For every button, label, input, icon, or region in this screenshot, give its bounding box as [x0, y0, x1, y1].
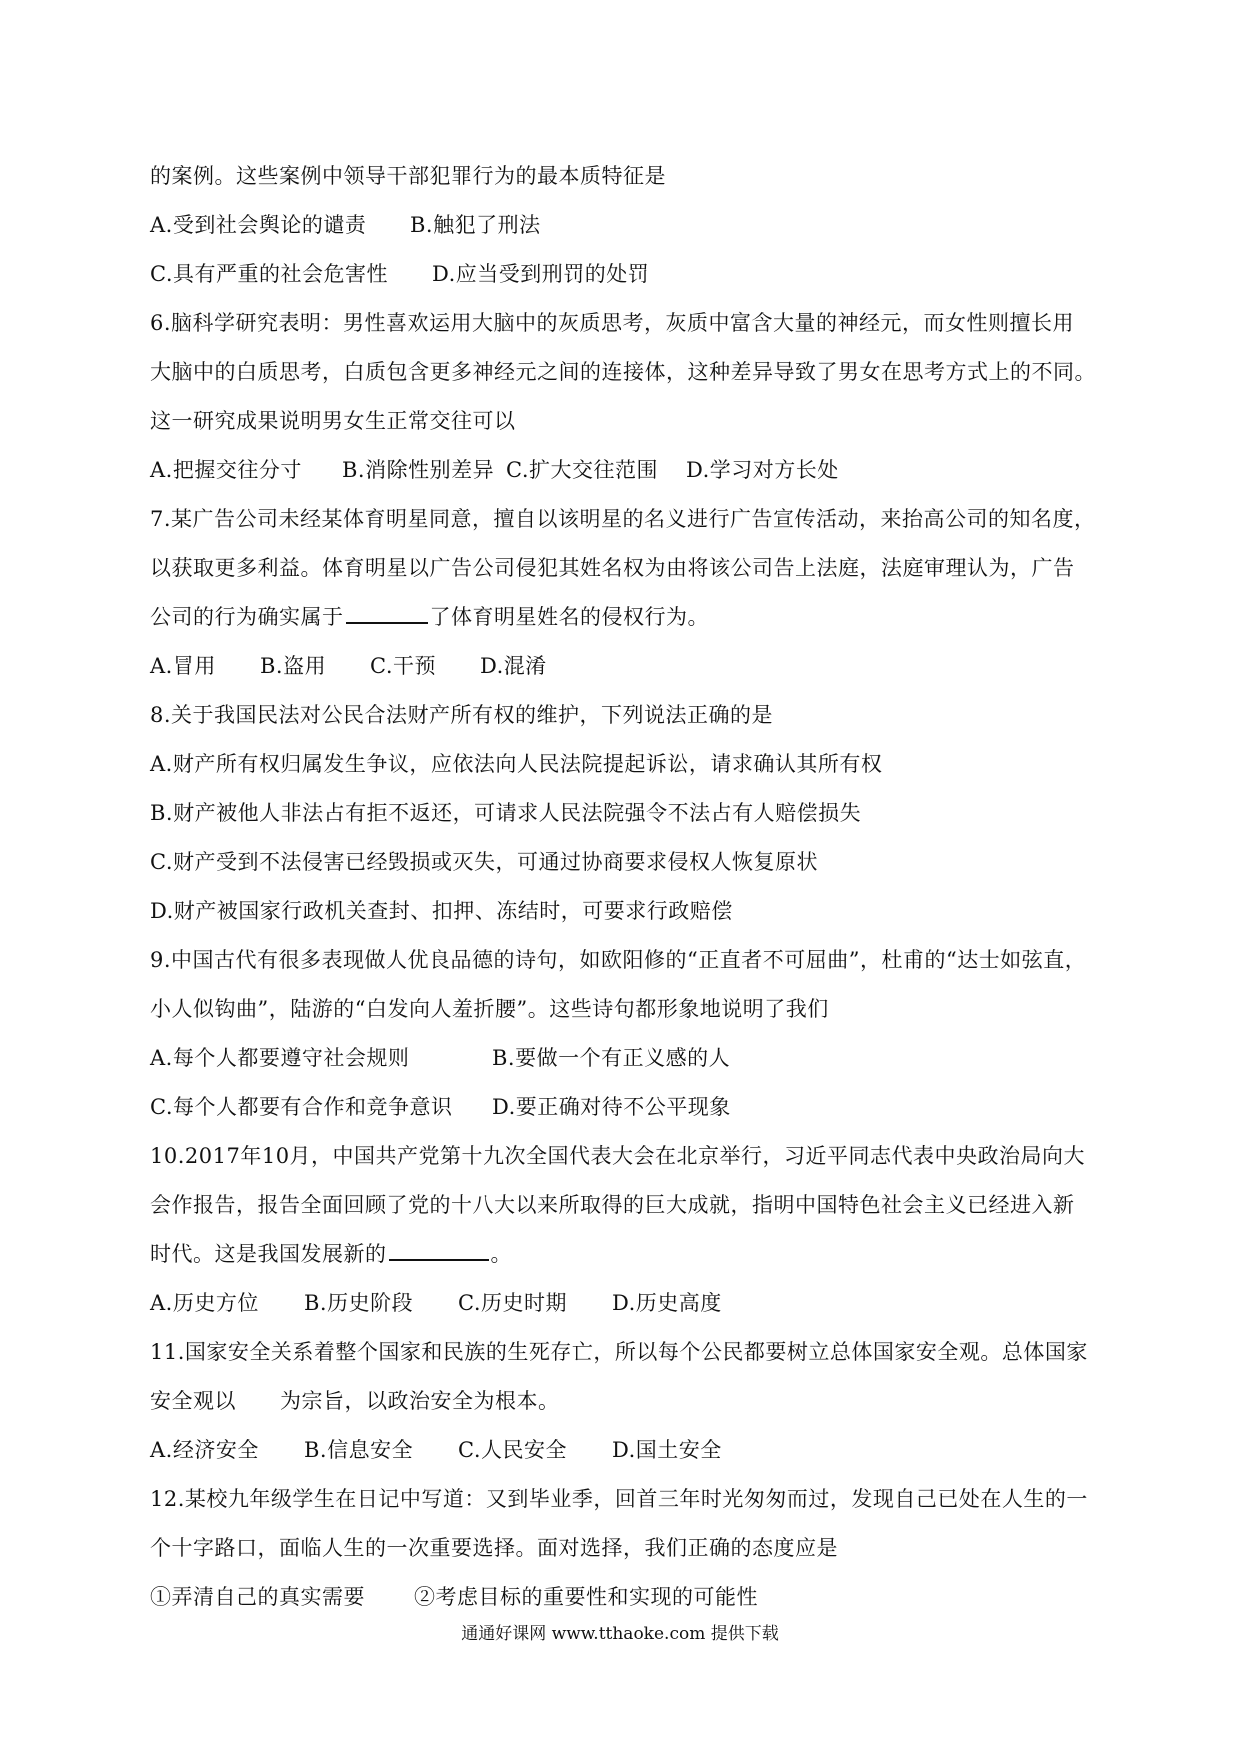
q5-option-a[interactable]: A.受到社会舆论的谴责	[150, 213, 367, 237]
q8-option-b-row	[150, 789, 1110, 838]
q5-stem-text: 的案例。这些案例中领导干部犯罪行为的最本质特征是	[150, 164, 666, 188]
q7-stem-line2-text: 以获取更多利益。体育明星以广告公司侵犯其姓名权为由将该公司告上法庭，法庭审理认为，广告	[150, 556, 1075, 580]
q9-option-c[interactable]: C.每个人都要有合作和竞争意识	[150, 1095, 453, 1119]
q7-option-b[interactable]: B.盗用	[260, 654, 327, 678]
q10-stem-line3	[150, 1230, 1110, 1279]
q7-option-c[interactable]: C.干预	[370, 654, 436, 678]
q6-option-b[interactable]: B.消除性别差异	[342, 458, 495, 482]
q11-stem-line2-pre: 安全观以	[150, 1389, 236, 1413]
q8-option-a[interactable]: A.财产所有权归属发生争议，应依法向人民法院提起诉讼，请求确认其所有权	[150, 752, 883, 776]
page-footer	[0, 1622, 1240, 1646]
q11-option-b[interactable]: B.信息安全	[304, 1438, 414, 1462]
q11-stem-line2	[150, 1377, 1110, 1426]
q10-stem-line1	[150, 1132, 1110, 1181]
q10-stem-line2-text: 会作报告，报告全面回顾了党的十八大以来所取得的巨大成就，指明中国特色社会主义已经进入新	[150, 1193, 1075, 1217]
q11-stem-line2-post: 为宗旨，以政治安全为根本。	[280, 1389, 560, 1413]
q6-option-d[interactable]: D.学习对方长处	[686, 458, 839, 482]
q12-stem-line2	[150, 1524, 1110, 1573]
q7-stem-line3-post: 了体育明星姓名的侵权行为。	[429, 605, 709, 629]
q10-options	[150, 1279, 1110, 1328]
q9-stem-line1	[150, 936, 1110, 985]
q9-options-row1	[150, 1034, 1110, 1083]
q7-answer-blank[interactable]	[346, 622, 428, 624]
q12-stem-line1	[150, 1475, 1110, 1524]
q11-option-c[interactable]: C.人民安全	[458, 1438, 567, 1462]
q7-stem-line1	[150, 495, 1110, 544]
q6-stem-line3	[150, 397, 1110, 446]
q6-stem-line1	[150, 299, 1110, 348]
q6-options	[150, 446, 1110, 495]
footer-text: 通通好课网 www.tthaoke.com 提供下载	[461, 1624, 779, 1644]
q9-option-b[interactable]: B.要做一个有正义感的人	[492, 1046, 731, 1070]
q5-stem	[150, 152, 1110, 201]
q10-option-d[interactable]: D.历史高度	[612, 1291, 722, 1315]
q7-stem-line3	[150, 593, 1110, 642]
q12-stem-line1-text: 12.某校九年级学生在日记中写道：又到毕业季，回首三年时光匆匆而过，发现自己已处在人生的一	[150, 1487, 1088, 1511]
q8-stem	[150, 691, 1110, 740]
q9-stem-line2	[150, 985, 1110, 1034]
exam-page	[150, 152, 1110, 1622]
q12-item-1[interactable]: ①弄清自己的真实需要	[150, 1585, 365, 1609]
q8-option-a-row	[150, 740, 1110, 789]
q9-option-d[interactable]: D.要正确对待不公平现象	[492, 1095, 731, 1119]
q5-option-d[interactable]: D.应当受到刑罚的处罚	[432, 262, 650, 286]
q6-stem-line3-text: 这一研究成果说明男女生正常交往可以	[150, 409, 516, 433]
q7-stem-line1-text: 7.某广告公司未经某体育明星同意，擅自以该明星的名义进行广告宣传活动，来抬高公司的知名度，	[150, 507, 1096, 531]
q10-answer-blank[interactable]	[389, 1259, 489, 1261]
q10-option-b[interactable]: B.历史阶段	[304, 1291, 414, 1315]
q5-options-row2	[150, 250, 1110, 299]
q7-stem-line2	[150, 544, 1110, 593]
q12-item-2[interactable]: ②考虑目标的重要性和实现的可能性	[414, 1585, 758, 1609]
q9-option-a[interactable]: A.每个人都要遵守社会规则	[150, 1046, 410, 1070]
q9-options-row2	[150, 1083, 1110, 1132]
q10-option-a[interactable]: A.历史方位	[150, 1291, 259, 1315]
q6-stem-line1-text: 6.脑科学研究表明：男性喜欢运用大脑中的灰质思考，灰质中富含大量的神经元，而女性则擅长用	[150, 311, 1075, 335]
q12-items	[150, 1573, 1110, 1622]
q5-options-row1	[150, 201, 1110, 250]
q11-option-d[interactable]: D.国土安全	[612, 1438, 722, 1462]
q10-stem-line1-text: 10.2017年10月，中国共产党第十九次全国代表大会在北京举行，习近平同志代表中央政治局向大	[150, 1144, 1086, 1168]
q7-option-d[interactable]: D.混淆	[480, 654, 547, 678]
q6-stem-line2-text: 大脑中的白质思考，白质包含更多神经元之间的连接体，这种差异导致了男女在思考方式上的不同。	[150, 360, 1096, 384]
q11-stem-line1	[150, 1328, 1110, 1377]
q9-stem-line2-text: 小人似钩曲”，陆游的“白发向人羞折腰”。这些诗句都形象地说明了我们	[150, 997, 829, 1021]
q7-stem-line3-pre: 公司的行为确实属于	[150, 605, 344, 629]
q5-option-c[interactable]: C.具有严重的社会危害性	[150, 262, 388, 286]
q11-options	[150, 1426, 1110, 1475]
q8-stem-text: 8.关于我国民法对公民合法财产所有权的维护，下列说法正确的是	[150, 703, 774, 727]
q11-stem-line1-text: 11.国家安全关系着整个国家和民族的生死存亡，所以每个公民都要树立总体国家安全观。总体国家	[150, 1340, 1088, 1364]
q10-stem-line2	[150, 1181, 1110, 1230]
q9-stem-line1-text: 9.中国古代有很多表现做人优良品德的诗句，如欧阳修的“正直者不可屈曲”，杜甫的“达士如弦直，	[150, 948, 1087, 972]
q7-options	[150, 642, 1110, 691]
q10-option-c[interactable]: C.历史时期	[458, 1291, 567, 1315]
q5-option-b[interactable]: B.触犯了刑法	[410, 213, 541, 237]
q6-option-c[interactable]: C.扩大交往范围	[506, 458, 658, 482]
q10-stem-line3-pre: 时代。这是我国发展新的	[150, 1242, 387, 1266]
q7-option-a[interactable]: A.冒用	[150, 654, 216, 678]
q8-option-b[interactable]: B.财产被他人非法占有拒不返还，可请求人民法院强令不法占有人赔偿损失	[150, 801, 862, 825]
q8-option-d-row	[150, 887, 1110, 936]
q11-option-a[interactable]: A.经济安全	[150, 1438, 259, 1462]
q6-option-a[interactable]: A.把握交往分寸	[150, 458, 302, 482]
q12-stem-line2-text: 个十字路口，面临人生的一次重要选择。面对选择，我们正确的态度应是	[150, 1536, 838, 1560]
q8-option-d[interactable]: D.财产被国家行政机关查封、扣押、冻结时，可要求行政赔偿	[150, 899, 733, 923]
q6-stem-line2	[150, 348, 1110, 397]
q8-option-c-row	[150, 838, 1110, 887]
q8-option-c[interactable]: C.财产受到不法侵害已经毁损或灭失，可通过协商要求侵权人恢复原状	[150, 850, 818, 874]
q10-stem-line3-post: 。	[490, 1242, 512, 1266]
